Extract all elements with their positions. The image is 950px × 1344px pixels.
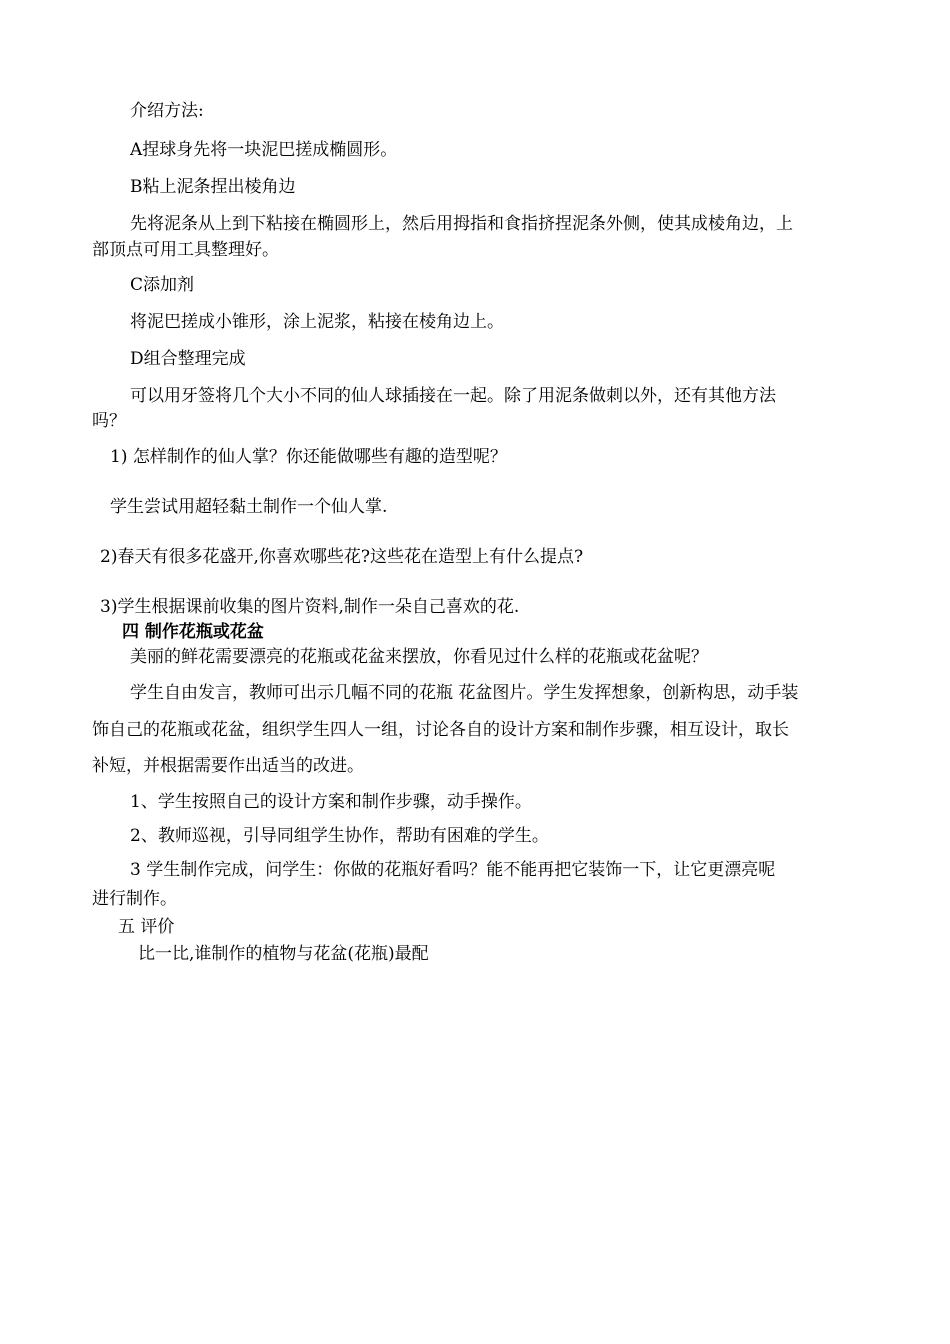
text-line: 学生尝试用超轻黏土制作一个仙人掌. xyxy=(110,497,388,517)
text-line: 补短，并根据需要作出适当的改进。 xyxy=(92,756,364,776)
section-heading: 五 评价 xyxy=(118,917,175,937)
text-line: 学生自由发言，教师可出示几幅不同的花瓶 花盆图片。学生发挥想象，创新构思，动手装 xyxy=(130,683,799,703)
text-line: 先将泥条从上到下粘接在椭圆形上，然后用拇指和食指挤捏泥条外侧，使其成棱角边，上 xyxy=(130,214,793,234)
text-line: 将泥巴搓成小锥形，涂上泥浆，粘接在棱角边上。 xyxy=(130,312,504,332)
text-line: 比一比,谁制作的植物与花盆(花瓶)最配 xyxy=(138,944,429,964)
text-line: 介绍方法: xyxy=(130,101,204,121)
text-line: 1) 怎样制作的仙人掌？你还能做哪些有趣的造型呢？ xyxy=(110,447,507,467)
text-line: D组合整理完成 xyxy=(130,349,246,369)
text-line: A捏球身先将一块泥巴搓成椭圆形。 xyxy=(130,140,398,160)
text-line: 吗？ xyxy=(92,411,126,431)
text-line: B粘上泥条捏出棱角边 xyxy=(130,177,296,197)
text-line: 可以用牙签将几个大小不同的仙人球插接在一起。除了用泥条做刺以外，还有其他方法 xyxy=(130,386,776,406)
text-line: 美丽的鲜花需要漂亮的花瓶或花盆来摆放，你看见过什么样的花瓶或花盆呢？ xyxy=(130,647,708,667)
text-line: 部顶点可用工具整理好。 xyxy=(92,240,279,260)
section-heading: 四 制作花瓶或花盆 xyxy=(122,622,264,642)
text-line: 进行制作。 xyxy=(92,889,177,909)
text-line: 3 学生制作完成，问学生：你做的花瓶好看吗？能不能再把它装饰一下，让它更漂亮呢 xyxy=(130,860,776,880)
text-line: 2)春天有很多花盛开,你喜欢哪些花?这些花在造型上有什么提点? xyxy=(100,547,584,567)
text-line: 1、学生按照自己的设计方案和制作步骤，动手操作。 xyxy=(130,792,532,812)
text-line: 2、教师巡视，引导同组学生协作，帮助有困难的学生。 xyxy=(130,826,549,846)
text-line: C添加剂 xyxy=(130,275,195,295)
text-line: 饰自己的花瓶或花盆，组织学生四人一组，讨论各自的设计方案和制作步骤，相互设计，取长 xyxy=(92,720,789,740)
text-line: 3)学生根据课前收集的图片资料,制作一朵自己喜欢的花. xyxy=(100,597,520,617)
